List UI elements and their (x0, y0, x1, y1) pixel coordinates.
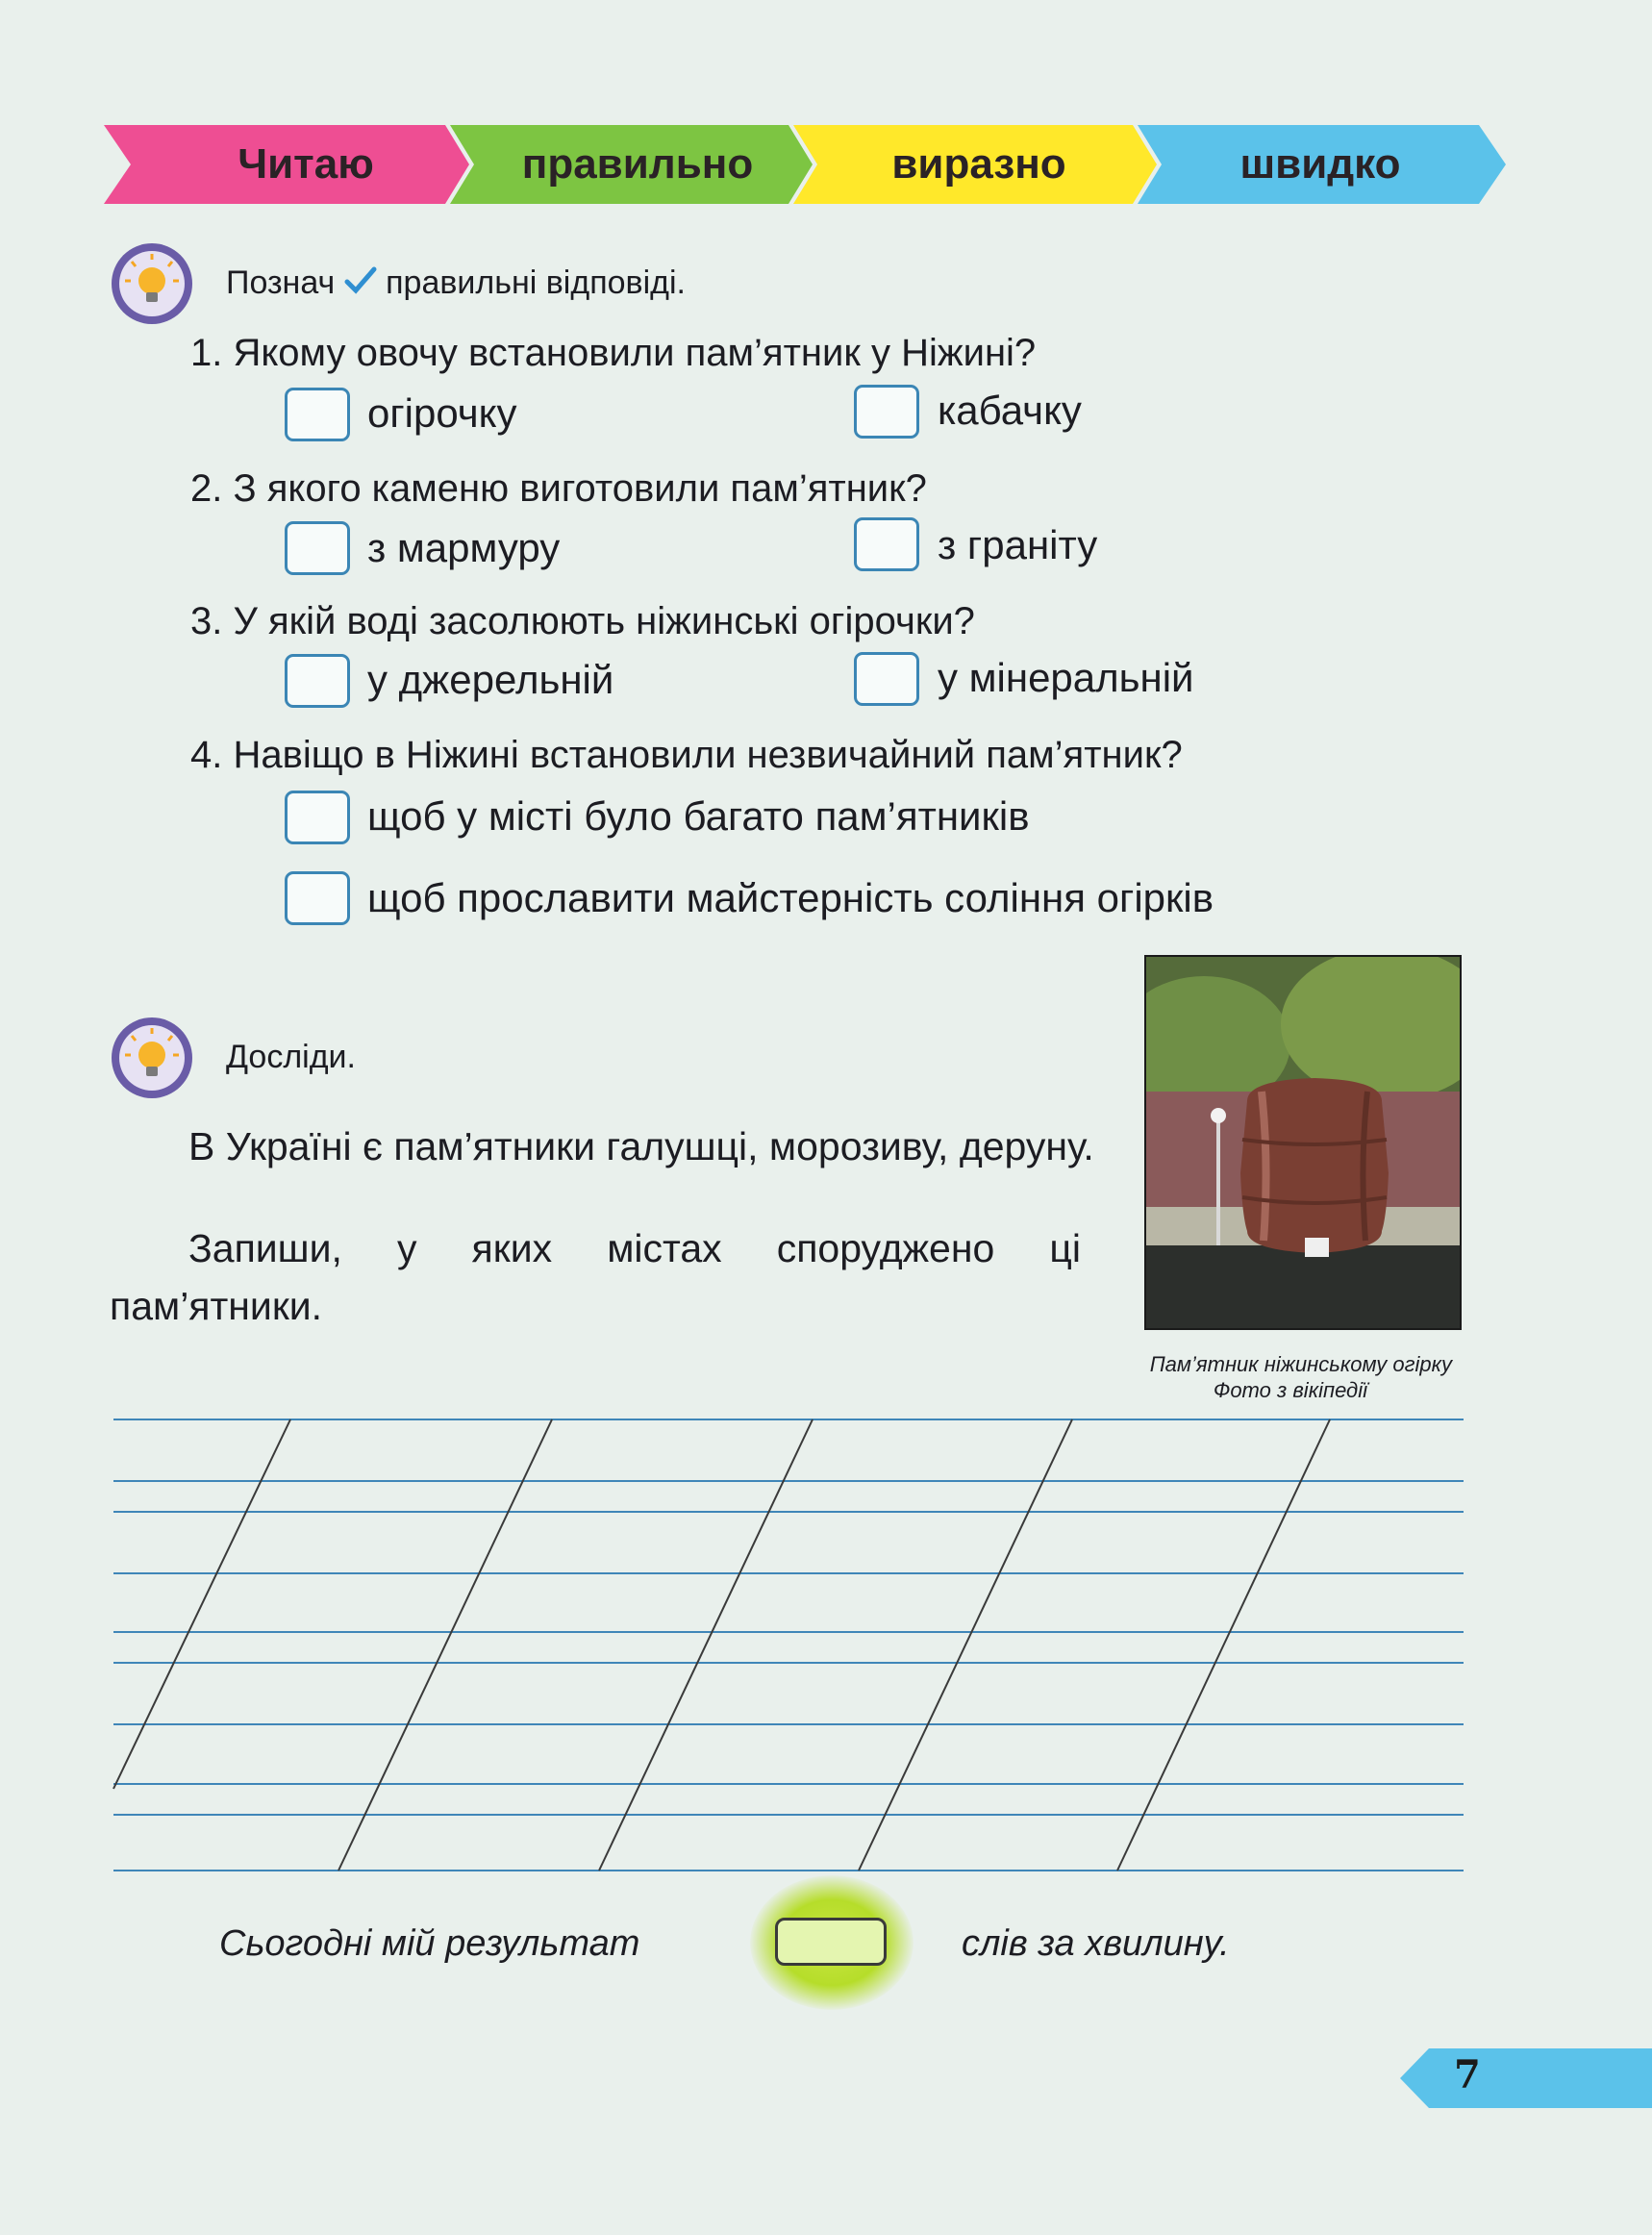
answer-option-q4-a: щоб у місті було багато пам’ятників (367, 793, 1030, 839)
instruction-text-after: правильні відповіді. (386, 264, 686, 301)
question-3: 3. У якій воді засолюють ніжинські огірочки? (190, 600, 975, 642)
answer-checkbox-q4-b[interactable] (285, 871, 350, 925)
answer-checkbox-q3-a[interactable] (285, 654, 350, 708)
result-label-before: Сьогодні мій результат (219, 1923, 640, 1964)
answer-option-q3-a: у джерельній (367, 657, 614, 702)
answer-checkbox-q4-a[interactable] (285, 791, 350, 844)
question-4: 4. Навіщо в Ніжині встановили незвичайний пам’ятник? (190, 734, 1183, 776)
reading-skills-banner (104, 125, 1508, 204)
photo-caption-line2: Фото з вікіпедії (1213, 1378, 1367, 1402)
paragraph-task: Запиши, у яких містах споруджено ці пам’ятники. (110, 1226, 1081, 1328)
answer-option-q3-b: у мінеральній (938, 655, 1194, 700)
answer-option-q1-a: огірочку (367, 390, 517, 436)
task2-instruction: Досліди. (226, 1039, 356, 1075)
result-label-after: слів за хвилину. (962, 1923, 1230, 1964)
page-number: 7 (1454, 2052, 1481, 2097)
checkmark-icon (344, 266, 377, 295)
answer-checkbox-q2-a[interactable] (285, 521, 350, 575)
answer-option-q2-b: з граніту (938, 522, 1098, 567)
cucumber-monument-photo (1144, 955, 1462, 1330)
answer-checkbox-q1-a[interactable] (285, 388, 350, 441)
banner-label-quickly: швидко (1239, 140, 1401, 188)
answer-option-q4-b: щоб прославити майстерність соління огірків (367, 875, 1214, 920)
banner-label-correctly: правильно (521, 140, 754, 188)
banner-label-reading: Читаю (238, 140, 374, 188)
words-per-minute-field[interactable] (775, 1918, 887, 1966)
answer-option-q2-a: з мармуру (367, 525, 561, 570)
page-number-tab (1400, 2048, 1652, 2108)
question-2: 2. З якого каменю виготовили пам’ятник? (190, 467, 927, 510)
instruction-text-before: Познач (226, 264, 336, 301)
paragraph-monuments: В Україні є пам’ятники галушці, морозиву, деруну. (188, 1124, 1094, 1168)
answer-checkbox-q1-b[interactable] (854, 385, 919, 439)
answer-option-q1-b: кабачку (938, 388, 1082, 433)
answer-checkbox-q2-b[interactable] (854, 517, 919, 571)
banner-label-expressively: виразно (891, 140, 1066, 188)
photo-caption-line1: Пам’ятник ніжинському огірку (1149, 1352, 1452, 1376)
answer-checkbox-q3-b[interactable] (854, 652, 919, 706)
lightbulb-icon (109, 240, 195, 327)
question-1: 1. Якому овочу встановили пам’ятник у Ніжині? (190, 332, 1037, 374)
task1-instruction (226, 264, 686, 302)
lightbulb-icon (109, 1015, 195, 1101)
